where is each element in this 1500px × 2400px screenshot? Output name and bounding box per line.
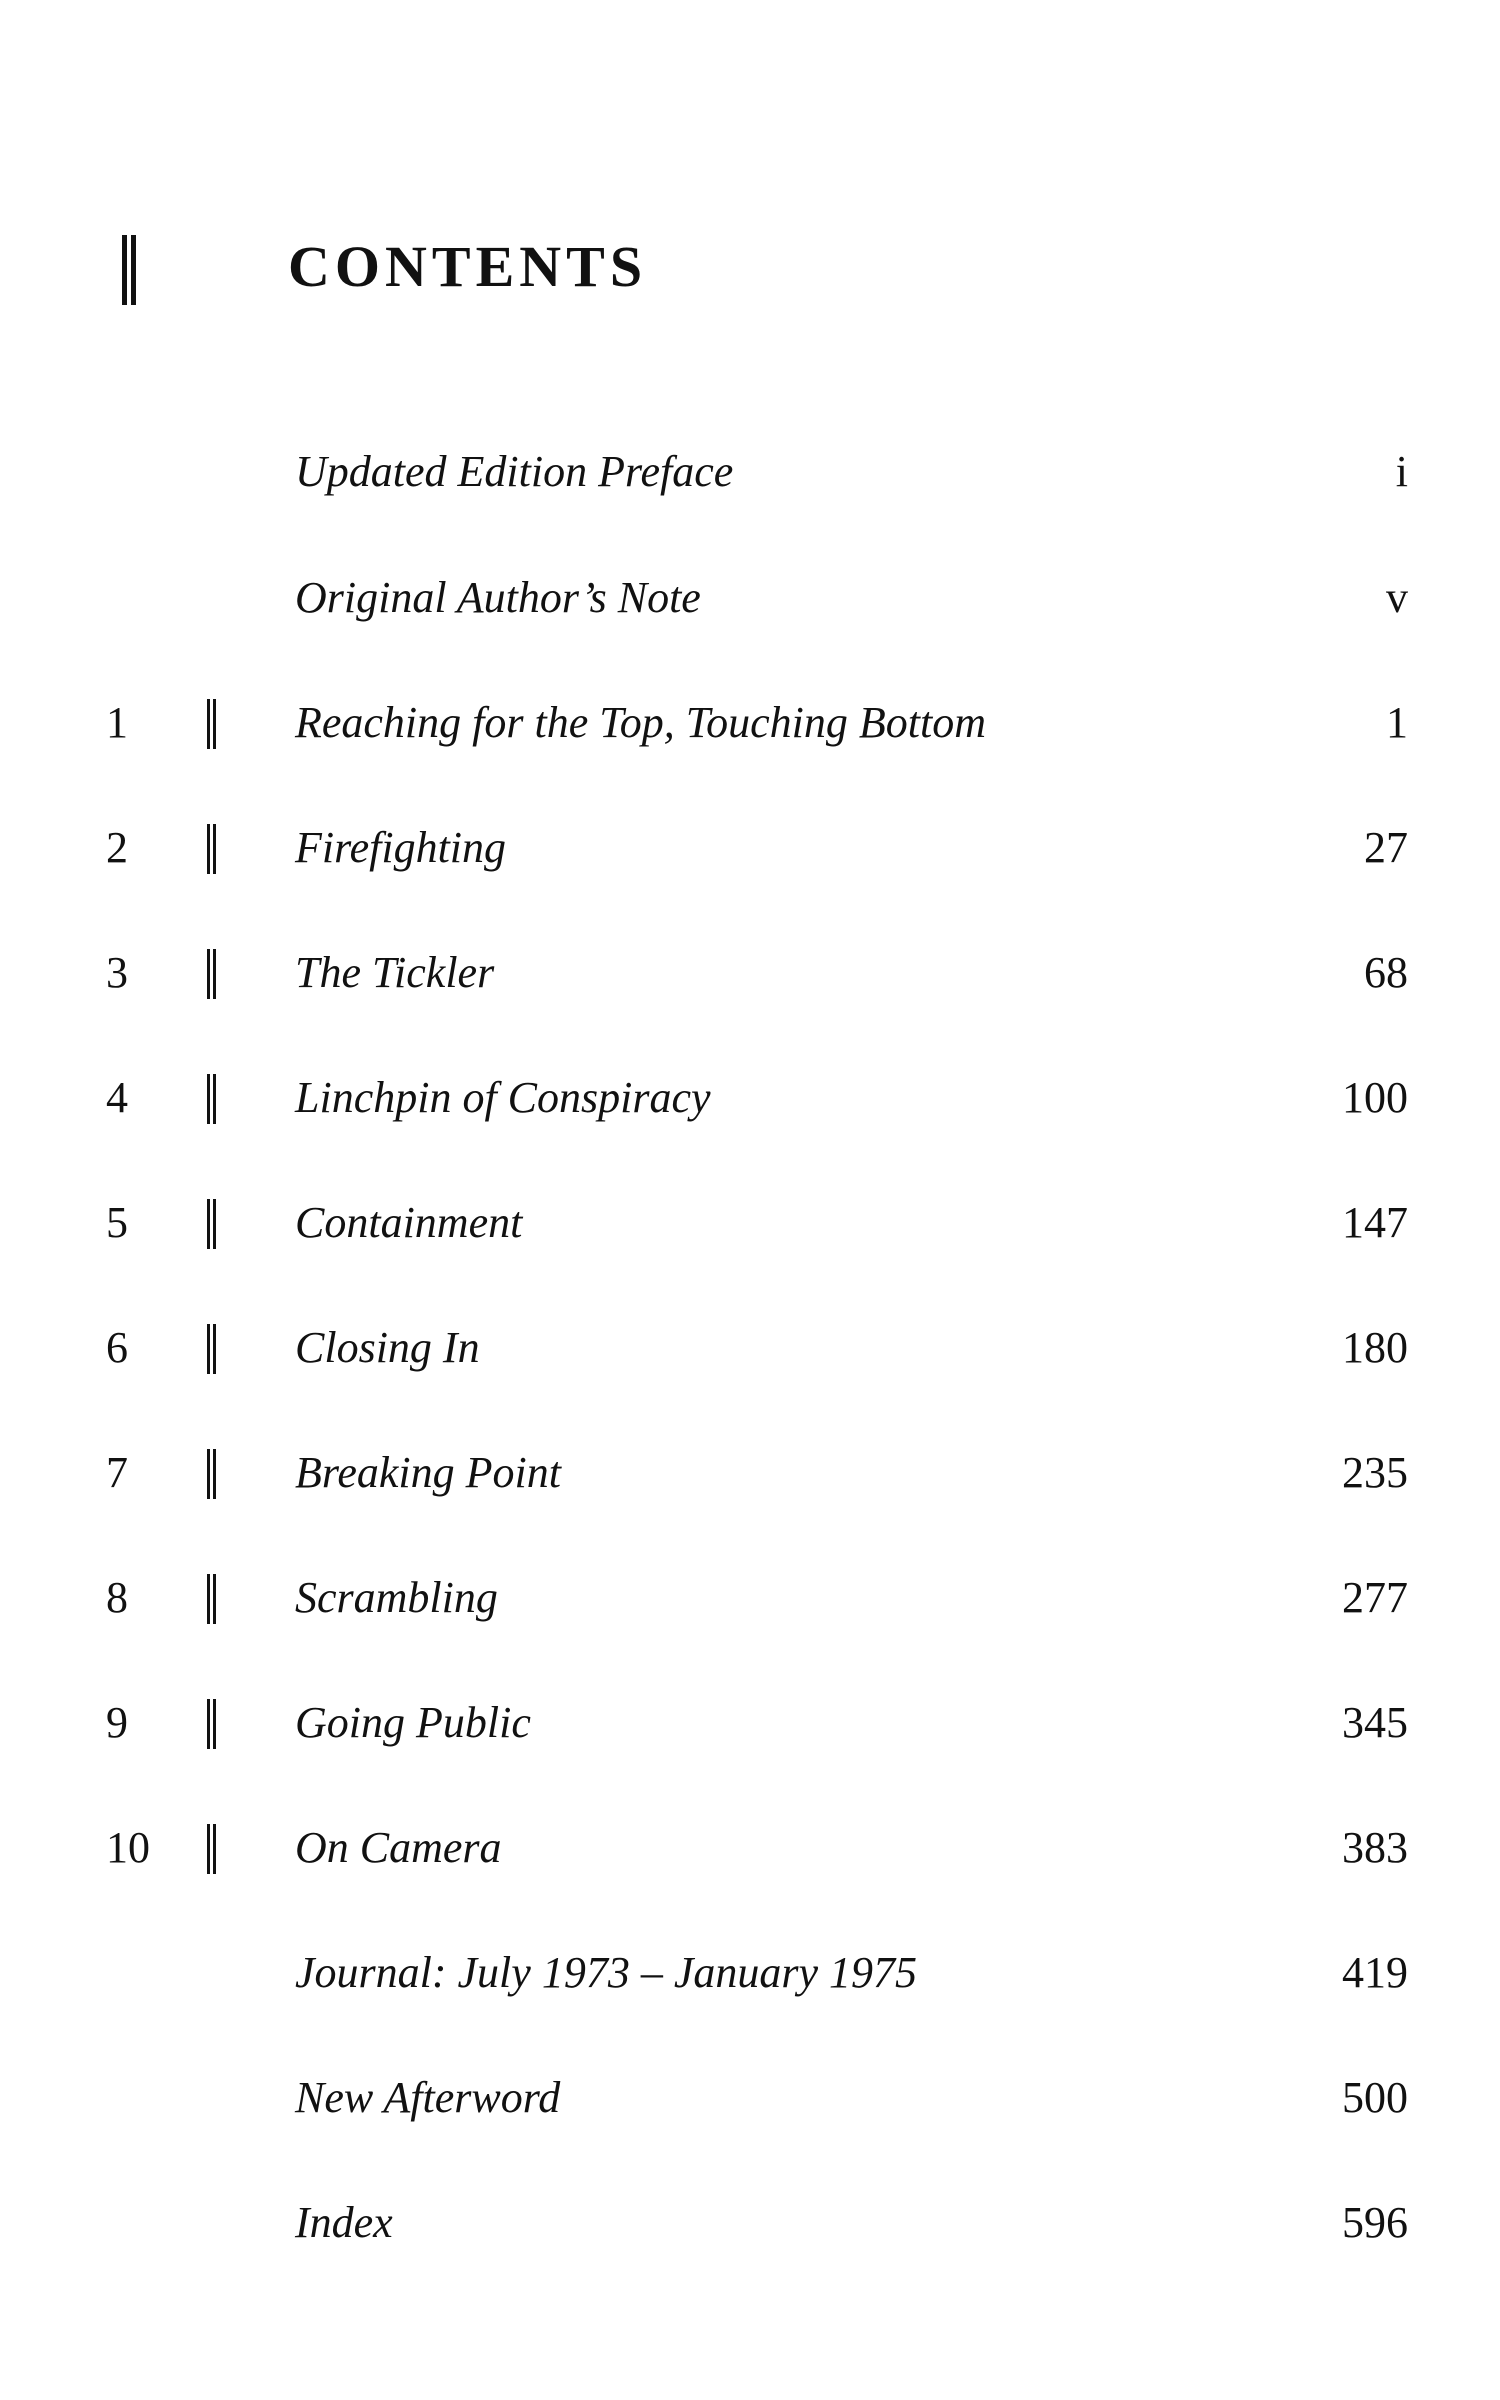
entry-title: Index bbox=[295, 2198, 393, 2247]
entry-page-number: 147 bbox=[1342, 1198, 1408, 1247]
toc-entry-chapter-7[interactable] bbox=[0, 1433, 1500, 1513]
entry-page-number: 235 bbox=[1342, 1448, 1408, 1497]
entry-title: Going Public bbox=[295, 1698, 531, 1747]
toc-entry-journal[interactable] bbox=[0, 1933, 1500, 2013]
page-title: CONTENTS bbox=[288, 234, 648, 299]
chapter-number: 9 bbox=[106, 1698, 128, 1747]
entry-title: Firefighting bbox=[295, 823, 507, 872]
entry-page-number: i bbox=[1395, 447, 1408, 496]
chapter-number: 6 bbox=[106, 1323, 128, 1372]
entry-page-number: 27 bbox=[1364, 823, 1408, 872]
chapter-double-bar bbox=[204, 949, 218, 999]
chapter-double-bar bbox=[204, 1574, 218, 1624]
entry-title: New Afterword bbox=[295, 2073, 561, 2122]
entry-title: Updated Edition Preface bbox=[295, 447, 734, 496]
chapter-number: 7 bbox=[106, 1448, 128, 1497]
toc-entry-index[interactable] bbox=[0, 2183, 1500, 2263]
chapter-number: 4 bbox=[106, 1073, 128, 1122]
entry-title: Original Author’s Note bbox=[295, 573, 701, 622]
chapter-number: 10 bbox=[106, 1823, 150, 1872]
entry-title: On Camera bbox=[295, 1823, 502, 1872]
entry-page-number: 596 bbox=[1342, 2198, 1408, 2247]
toc-entry-chapter-4[interactable] bbox=[0, 1058, 1500, 1138]
entry-title: Journal: July 1973 – January 1975 bbox=[295, 1948, 917, 1997]
chapter-double-bar bbox=[204, 824, 218, 874]
entry-title: Containment bbox=[295, 1198, 523, 1247]
toc-entry-chapter-6[interactable] bbox=[0, 1308, 1500, 1388]
chapter-double-bar bbox=[204, 1449, 218, 1499]
entry-title: The Tickler bbox=[295, 948, 495, 997]
chapter-double-bar bbox=[204, 1324, 218, 1374]
toc-entry-chapter-9[interactable] bbox=[0, 1683, 1500, 1763]
chapter-number: 2 bbox=[106, 823, 128, 872]
entry-page-number: 68 bbox=[1364, 948, 1408, 997]
entry-title: Reaching for the Top, Touching Bottom bbox=[295, 698, 986, 747]
toc-entry-chapter-10[interactable] bbox=[0, 1808, 1500, 1888]
entry-page-number: 180 bbox=[1342, 1323, 1408, 1372]
entry-title: Breaking Point bbox=[295, 1448, 561, 1497]
entry-page-number: 345 bbox=[1342, 1698, 1408, 1747]
toc-entry-chapter-3[interactable] bbox=[0, 933, 1500, 1013]
entry-title: Scrambling bbox=[295, 1573, 498, 1622]
chapter-number: 5 bbox=[106, 1198, 128, 1247]
entry-page-number: 100 bbox=[1342, 1073, 1408, 1122]
chapter-double-bar bbox=[204, 699, 218, 749]
entry-page-number: 419 bbox=[1342, 1948, 1408, 1997]
chapter-number: 3 bbox=[106, 948, 128, 997]
chapter-double-bar bbox=[204, 1824, 218, 1874]
chapter-double-bar bbox=[204, 1699, 218, 1749]
entry-page-number: 1 bbox=[1386, 698, 1408, 747]
entry-title: Linchpin of Conspiracy bbox=[295, 1073, 711, 1122]
chapter-number: 8 bbox=[106, 1573, 128, 1622]
chapter-number: 1 bbox=[106, 698, 128, 747]
toc-entry-chapter-8[interactable] bbox=[0, 1558, 1500, 1638]
entry-title: Closing In bbox=[295, 1323, 480, 1372]
entry-page-number: 383 bbox=[1342, 1823, 1408, 1872]
chapter-double-bar bbox=[204, 1199, 218, 1249]
toc-entry-afterword[interactable] bbox=[0, 2058, 1500, 2138]
toc-entry-chapter-5[interactable] bbox=[0, 1183, 1500, 1263]
toc-entry-preface[interactable] bbox=[0, 432, 1500, 512]
toc-entry-chapter-1[interactable] bbox=[0, 683, 1500, 763]
entry-page-number: v bbox=[1386, 573, 1408, 622]
toc-entry-authors-note[interactable] bbox=[0, 558, 1500, 638]
entry-page-number: 277 bbox=[1342, 1573, 1408, 1622]
toc-entry-chapter-2[interactable] bbox=[0, 808, 1500, 888]
chapter-double-bar bbox=[204, 1074, 218, 1124]
entry-page-number: 500 bbox=[1342, 2073, 1408, 2122]
